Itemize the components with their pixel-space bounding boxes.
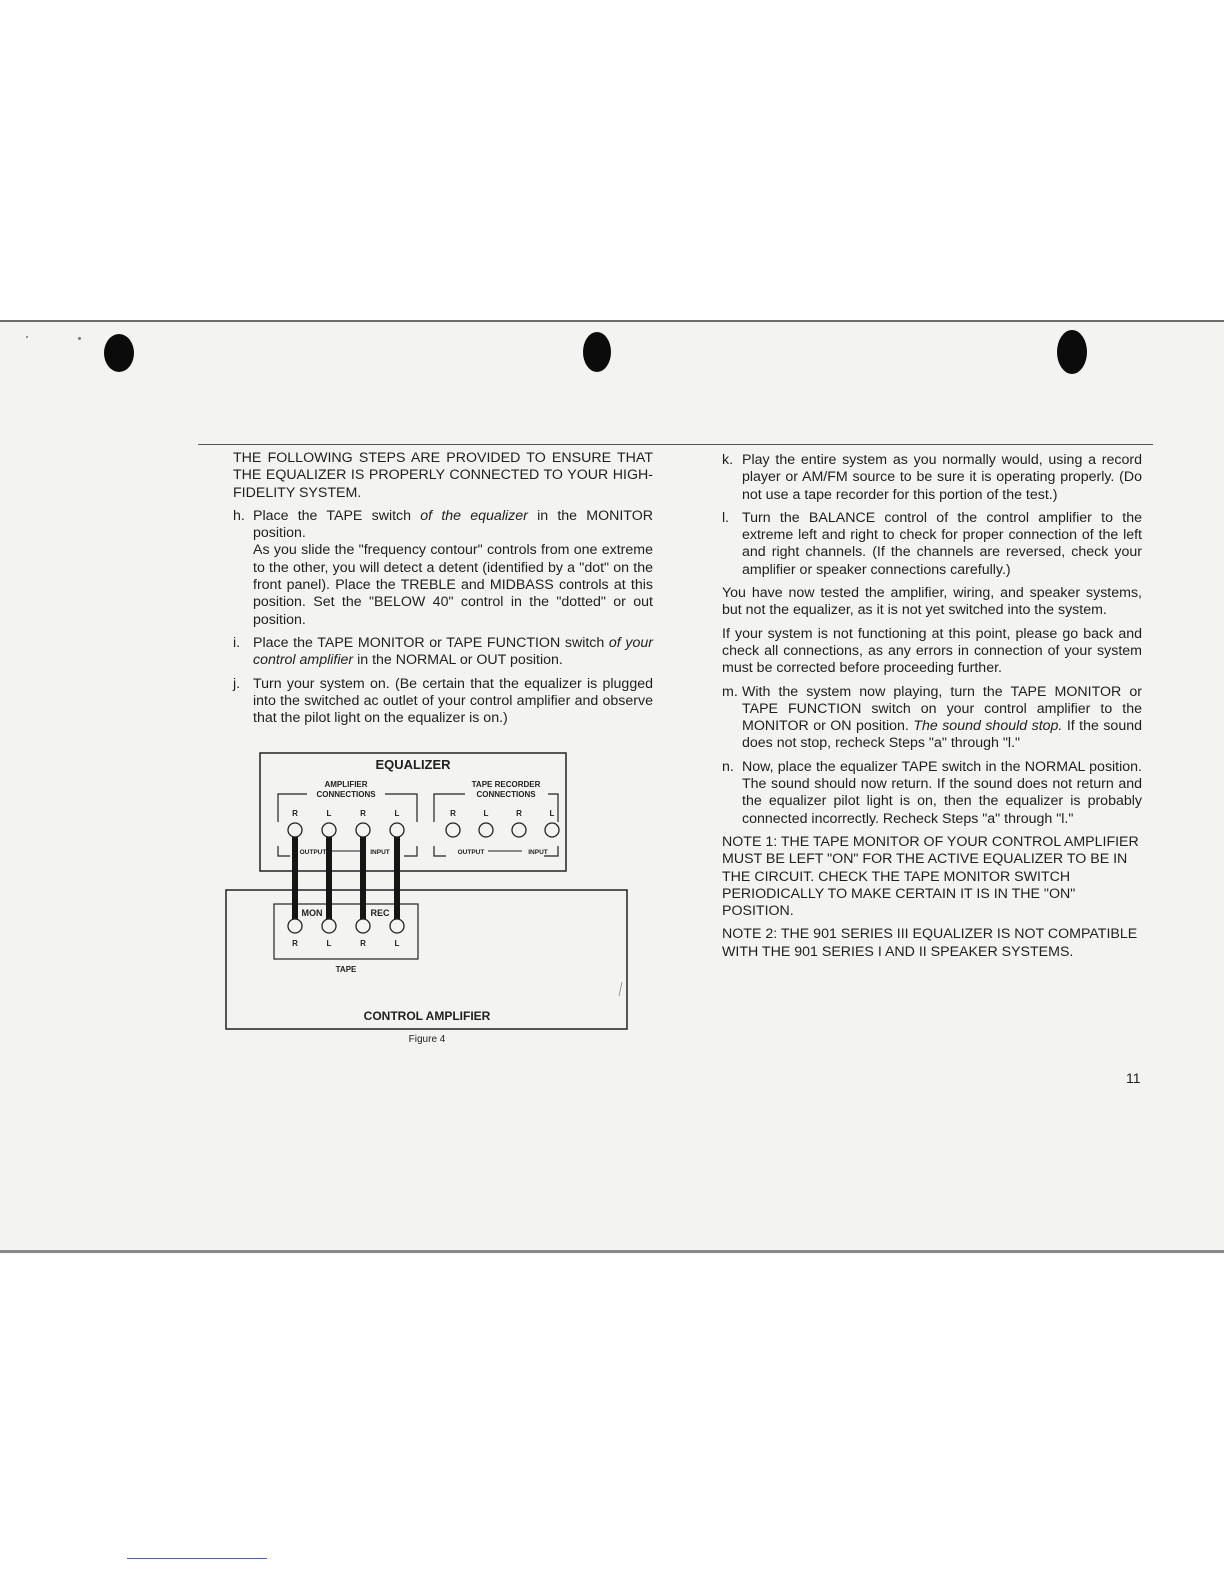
step-l [722,510,1142,579]
amp-jack-l1-label: L [326,809,332,818]
intro-paragraph: THE FOLLOWING STEPS ARE PROVIDED TO ENSURE THAT THE EQUALIZER IS PROPERLY CONNECTED TO YOUR HIGH-FIDELITY SYSTEM. [233,450,653,501]
tape-recorder-connections-label-2: CONNECTIONS [476,790,536,799]
patch-cable-2 [326,830,332,920]
step-h-italic: of the equalizer [420,507,528,524]
scan-speck [26,336,28,338]
step-l-text: Turn the BALANCE control of the control amplifier to the extreme left and right to check for proper connection of the left and right channels. (If the channels are reversed, check your amplifier or speaker connections carefully.) [742,509,1142,578]
paragraph-not-functioning: If your system is not functioning at this point, please go back and check all connections, as any errors in connection of your system must be corrected before proceeding further. [722,625,1142,677]
tape-output-label: OUTPUT [457,849,485,856]
tape-recorder-jack [479,823,493,837]
tape-recorder-connections-label-1: TAPE RECORDER [471,780,541,789]
step-k-label: k. [722,452,734,468]
step-m-italic: The sound should stop. [913,718,1063,735]
control-amp-tape-jack [390,919,404,933]
amp-output-label: OUTPUT [299,849,327,856]
top-rule [198,444,1153,445]
equalizer-amp-jack [390,823,404,837]
binder-hole-center [583,332,611,372]
step-h-text-2: in the MONITOR position. [253,507,653,542]
tape-jack-r2-label: R [516,809,522,818]
note-1: NOTE 1: THE TAPE MONITOR OF YOUR CONTROL AMPLIFIER MUST BE LEFT "ON" FOR THE ACTIVE EQUALIZER TO BE IN THE CIRCUIT. CHECK THE TAPE MONITOR SWITCH PERIODICALLY TO MAKE CERTAIN IT IS IN THE "ON" POSITION. [722,833,1139,920]
tape-jack-l2-label: L [549,809,555,818]
control-amp-tape-jack [288,919,302,933]
control-amp-tape-jack [356,919,370,933]
equalizer-title: EQUALIZER [375,757,451,772]
step-j-label: j. [233,675,241,692]
step-h-text-1: Place the TAPE switch [253,507,421,524]
step-i-label: i. [233,634,241,651]
patch-cable-1 [292,830,298,920]
rec-label: REC [370,908,390,918]
tape-jack-l1-label: L [483,809,489,818]
binder-hole-right [1057,330,1087,374]
figure-caption: Figure 4 [408,1034,446,1045]
amp-tape-jack-r1-label: R [292,939,298,948]
step-j-text: Turn your system on. (Be certain that the equalizer is plugged into the switched ac outlet of your control amplifier and observe that the pilot light on the equalizer is on.) [253,675,653,727]
step-m-text-1: With the system now playing, turn the TAPE MONITOR or TAPE FUNCTION switch on your control amplifier to the MONITOR or ON position. [742,683,1142,735]
step-n-label: n. [722,758,734,775]
left-column [233,450,653,733]
equalizer-amp-jack [288,823,302,837]
step-m [722,684,1142,753]
step-h-label: h. [233,507,245,524]
patch-cable-3 [360,830,366,920]
figure-4-connection-diagram [220,750,640,1050]
patch-cable-4 [394,830,400,920]
amplifier-connections-label-2: CONNECTIONS [316,790,376,799]
equalizer-amp-jack [356,823,370,837]
equalizer-amp-jack [322,823,336,837]
scan-speck [78,337,81,340]
page-bottom-edge [0,1250,1224,1253]
amp-tape-jack-r2-label: R [360,939,366,948]
paragraph-tested: You have now tested the amplifier, wiring, and speaker systems, but not the equalizer, as it is not yet switched into the system. [722,585,1142,619]
amp-tape-jack-l2-label: L [394,939,400,948]
binder-hole-left [104,334,134,372]
tape-label: TAPE [335,965,357,974]
mon-label: MON [301,908,323,918]
footnote-rule [127,1558,267,1559]
amplifier-connections-label-1: AMPLIFIER [324,780,368,789]
tape-jack-r1-label: R [450,809,456,818]
amp-jack-l2-label: L [394,809,400,818]
step-k [722,452,1142,504]
tape-recorder-jack [446,823,460,837]
step-j [233,676,653,728]
tape-recorder-jack [512,823,526,837]
step-m-text-2: If the sound does not stop, recheck Steps "a" through "l." [742,718,1142,752]
control-amplifier-title: CONTROL AMPLIFIER [363,1009,491,1023]
step-i-italic: of your control amplifier [253,634,653,669]
tape-recorder-jack [545,823,559,837]
amp-tape-jack-l1-label: L [326,939,332,948]
step-n [722,759,1142,828]
scan-mark [619,982,622,996]
step-l-label: l. [722,509,730,526]
tape-input-label: INPUT [528,849,548,856]
step-k-text: Play the entire system as you normally would, using a record player or AM/FM source to be sure it is operating properly. (Do not use a tape recorder for this portion of the test.) [742,452,1142,503]
step-n-text: Now, place the equalizer TAPE switch in the NORMAL position. The sound should now return. If the sound does not return and the equalizer pilot light is on, then the equalizer is probably connected incorrectly. Recheck Steps "a" through "l." [742,758,1142,827]
right-column [722,452,1142,967]
note-2: NOTE 2: THE 901 SERIES III EQUALIZER IS NOT COMPATIBLE WITH THE 901 SERIES I AND II SPEAKER SYSTEMS. [722,926,1138,960]
step-i [233,635,653,670]
step-i-text-1: Place the TAPE MONITOR or TAPE FUNCTION switch [253,634,609,651]
step-i-text-2: in the NORMAL or OUT position. [353,652,563,669]
amp-jack-r1-label: R [292,809,298,818]
amp-jack-r2-label: R [360,809,366,818]
page-number: 11 [1126,1070,1141,1086]
amp-input-label: INPUT [370,849,390,856]
control-amp-tape-jack [322,919,336,933]
step-h [233,508,653,543]
step-m-label: m. [722,683,738,700]
step-h-continuation: As you slide the "frequency contour" controls from one extreme to the other, you will detect a detent (identified by a "dot" on the front panel). Place the TREBLE and MIDBASS controls at this position. Set the "BELOW 40" control in the "dotted" or out position. [253,542,653,628]
